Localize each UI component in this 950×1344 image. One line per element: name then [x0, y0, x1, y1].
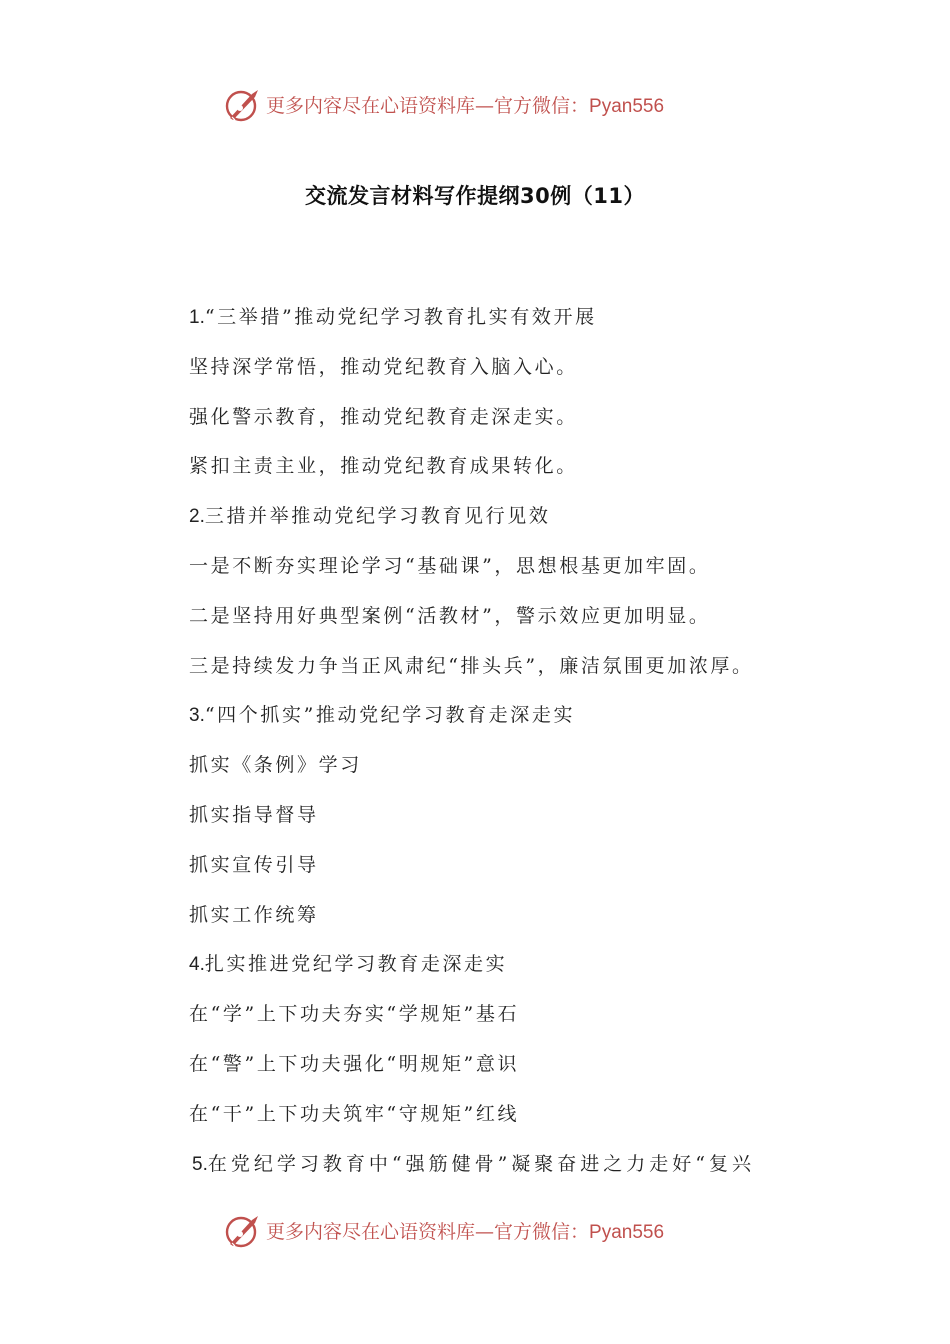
document-title: 交流发言材料写作提纲30例（11）: [305, 184, 645, 208]
document-body: [189, 300, 829, 1196]
paragraph-line: 抓实指导督导: [189, 803, 319, 826]
paragraph-line: 在“学”上下功夫夯实“学规矩”基石: [189, 1003, 520, 1026]
footer-banner-text: 更多内容尽在心语资料库—官方微信：Pyan556: [266, 1220, 665, 1243]
paragraph-line: 二是坚持用好典型案例“活教材”，警示效应更加明显。: [189, 604, 711, 627]
paragraph-line: 在“警”上下功夫强化“明规矩”意识: [189, 1052, 520, 1075]
paragraph-line: 在“干”上下功夫筑牢“守规矩”红线: [189, 1102, 520, 1125]
paragraph-line: 紧扣主责主业，推动党纪教育成果转化。: [189, 455, 578, 478]
footer-wechat-id: Pyan556: [589, 1221, 665, 1243]
footer-banner: [222, 1208, 742, 1252]
header-wechat-id: Pyan556: [589, 95, 665, 117]
paragraph-line: 抓实《条例》学习: [189, 754, 362, 777]
heading-3: 3.“四个抓实”推动党纪学习教育走深走实: [189, 704, 576, 727]
paragraph-line: 抓实宣传引导: [189, 853, 319, 876]
paragraph-line: 一是不断夯实理论学习“基础课”，思想根基更加牢固。: [189, 554, 711, 577]
heading-1: 1.“三举措”推动党纪学习教育扎实有效开展: [189, 306, 597, 328]
header-banner-text: 更多内容尽在心语资料库—官方微信：Pyan556: [266, 94, 665, 117]
pen-logo-icon: [222, 1210, 262, 1250]
heading-4: 4.扎实推进党纪学习教育走深走实: [189, 953, 508, 976]
paragraph-line: 三是持续发力争当正风肃纪“排头兵”，廉洁氛围更加浓厚。: [189, 654, 754, 677]
paragraph-line: 坚持深学常悟，推动党纪教育入脑入心。: [189, 355, 578, 378]
pen-logo-icon: [222, 84, 262, 124]
paragraph-line: 抓实工作统筹: [189, 903, 319, 926]
paragraph-line: 强化警示教育，推动党纪教育走深走实。: [189, 405, 578, 428]
heading-5: 5.在党纪学习教育中“强筋健骨”凝聚奋进之力走好“复兴: [192, 1152, 756, 1175]
header-banner: [222, 82, 742, 126]
heading-2: 2.三措并举推动党纪学习教育见行见效: [189, 505, 551, 528]
